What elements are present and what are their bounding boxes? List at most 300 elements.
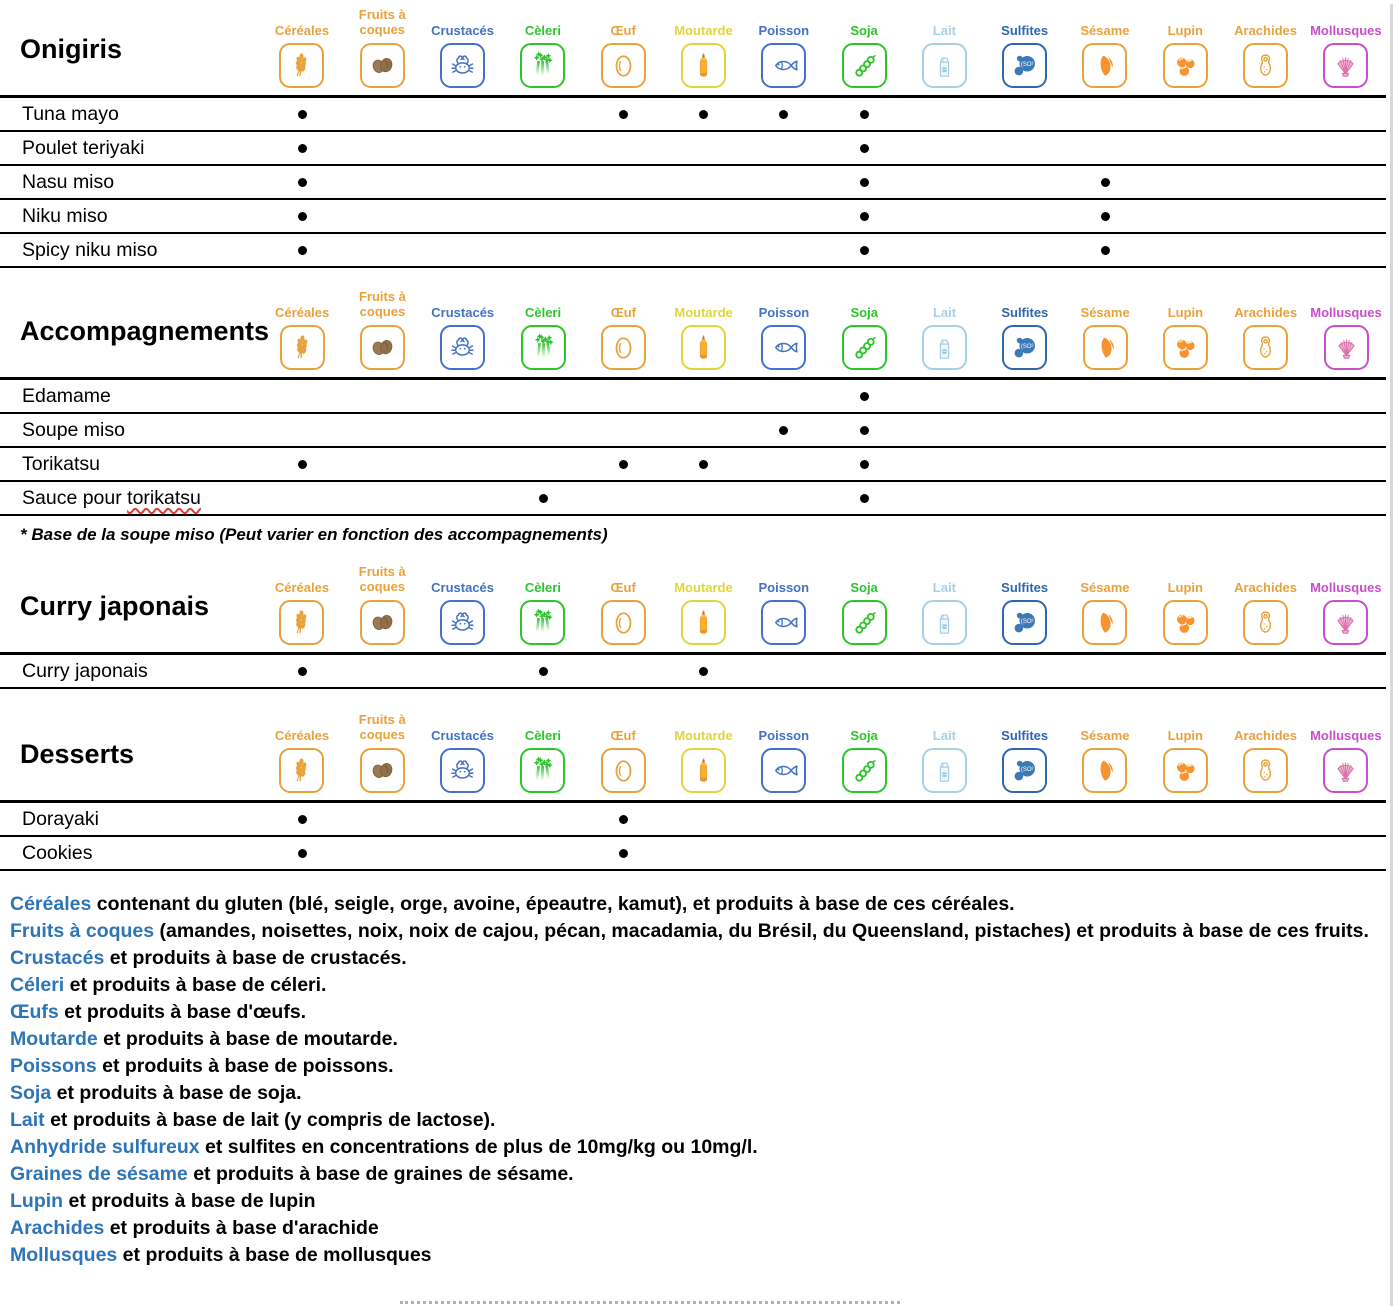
- legend-text: et produits à base d'arachide: [104, 1217, 379, 1239]
- allergen-column-header: [744, 4, 824, 95]
- allergen-cell: [503, 494, 583, 503]
- allergen-cell: [262, 460, 342, 469]
- legend-text: et produits à base de lait (y compris de lactose).: [44, 1109, 496, 1131]
- mustard-icon: [687, 754, 720, 787]
- allergen-dot: [699, 460, 708, 469]
- allergen-column-header: [1226, 286, 1306, 377]
- lupin-icon: [1169, 754, 1202, 787]
- fish-icon: [767, 606, 800, 639]
- allergen-cell: [503, 667, 583, 676]
- section-title: Onigiris: [20, 34, 123, 64]
- allergen-icon-box: [360, 748, 405, 793]
- allergen-cell: [262, 110, 342, 119]
- allergen-label: Poisson: [758, 305, 810, 321]
- allergen-icon-box: [360, 325, 405, 370]
- nuts-icon: [366, 331, 399, 364]
- allergen-dot: [779, 110, 788, 119]
- legend-text: et produits à base de crustacés.: [104, 947, 407, 969]
- allergen-column-header: [1306, 561, 1386, 652]
- allergen-dot: [298, 110, 307, 119]
- allergen-label: Soja: [850, 580, 878, 596]
- legend-line: [10, 1080, 1386, 1107]
- milk-icon: [928, 49, 961, 82]
- allergen-column-header: [985, 286, 1065, 377]
- peanut-icon: [1249, 49, 1282, 82]
- allergen-column-header: [262, 561, 342, 652]
- milk-icon: [928, 606, 961, 639]
- allergen-dot: [539, 494, 548, 503]
- legend-term: Crustacés: [10, 947, 105, 969]
- allergen-label: Poisson: [758, 728, 810, 744]
- allergen-dot: [298, 460, 307, 469]
- section-title: Curry japonais: [20, 591, 210, 621]
- shell-icon: [1329, 606, 1362, 639]
- allergen-icon-box: [761, 325, 806, 370]
- table-row: [0, 380, 1386, 414]
- allergen-column-header: [422, 709, 502, 800]
- sesame-icon: [1089, 331, 1122, 364]
- section-header: [0, 709, 1386, 800]
- allergen-label: Lait: [932, 580, 956, 596]
- milk-icon: [928, 331, 961, 364]
- allergen-dot: [298, 144, 307, 153]
- section-header: [0, 4, 1386, 95]
- legend-term: Mollusques: [10, 1244, 118, 1266]
- legend-line: [10, 1026, 1386, 1053]
- fish-icon: [767, 49, 800, 82]
- allergen-cell: [663, 110, 743, 119]
- allergen-label: Crustacés: [431, 580, 495, 596]
- allergen-icon-box: [520, 43, 565, 88]
- legend-term: Soja: [10, 1082, 52, 1104]
- allergen-column-header: [423, 286, 503, 377]
- allergen-dot: [619, 849, 628, 858]
- allergen-label: Lupin: [1167, 305, 1204, 321]
- legend-text: et produits à base de moutarde.: [97, 1028, 398, 1050]
- dish-name: Spicy niku miso: [22, 238, 158, 261]
- allergen-column-header: [824, 561, 904, 652]
- allergen-dot: [1101, 212, 1110, 221]
- legend-term: Céleri: [10, 974, 65, 996]
- allergen-cell: [824, 494, 904, 503]
- allergen-dot: [860, 178, 869, 187]
- allergen-label: Moutarde: [674, 580, 733, 596]
- allergen-legend: [0, 891, 1386, 1269]
- legend-line: [10, 972, 1386, 999]
- allergen-label: Mollusques: [1310, 305, 1382, 321]
- table-row: [0, 482, 1386, 516]
- allergen-label: Moutarde: [674, 728, 733, 744]
- allergen-icon-box: [360, 600, 405, 645]
- sulfites-icon: [1008, 606, 1041, 639]
- allergen-column-header: [824, 4, 904, 95]
- legend-term: Fruits à coques: [10, 920, 155, 942]
- menu-section-3: [0, 709, 1386, 871]
- allergen-icon-box: [922, 43, 967, 88]
- legend-text: contenant du gluten (blé, seigle, orge, avoine, épeautre, kamut), et produits à base de ces céréales.: [91, 893, 1015, 915]
- allergen-icon-box: [1163, 325, 1208, 370]
- allergen-icon-box: [601, 600, 646, 645]
- wheat-icon: [286, 331, 319, 364]
- allergen-cell: [262, 178, 342, 187]
- peanut-icon: [1249, 331, 1282, 364]
- allergen-icon-box: [279, 748, 324, 793]
- allergen-icon-box: [440, 43, 485, 88]
- soy-icon: [848, 331, 881, 364]
- allergen-label: Céréales: [274, 580, 330, 596]
- sesame-icon: [1088, 606, 1121, 639]
- allergen-label: Mollusques: [1310, 580, 1382, 596]
- allergen-dot: [298, 815, 307, 824]
- allergen-column-header: [744, 561, 824, 652]
- legend-text: et produits à base de lupin: [63, 1190, 316, 1212]
- legend-text: et sulfites en concentrations de plus de 10mg/kg ou 10mg/l.: [199, 1136, 758, 1158]
- allergen-column-header: [824, 709, 904, 800]
- allergen-dot: [1101, 246, 1110, 255]
- allergen-column-header: [503, 286, 583, 377]
- legend-term: Céréales: [10, 893, 92, 915]
- allergen-icon-box: [1324, 325, 1369, 370]
- shell-icon: [1329, 49, 1362, 82]
- peanut-icon: [1249, 754, 1282, 787]
- allergen-icon-box: [1082, 600, 1127, 645]
- peanut-icon: [1249, 606, 1282, 639]
- allergen-label: Soja: [850, 305, 878, 321]
- misspelled-word: torikatsu: [127, 486, 201, 509]
- allergen-dot: [860, 426, 869, 435]
- allergen-cell: [744, 426, 824, 435]
- allergen-label: Lupin: [1167, 580, 1203, 596]
- allergen-column-header: [663, 286, 743, 377]
- allergen-column-header: [583, 286, 663, 377]
- allergen-label: Sésame: [1080, 305, 1130, 321]
- mustard-icon: [687, 49, 720, 82]
- allergen-icon-box: [761, 748, 806, 793]
- soup-base-footnote: * Base de la soupe miso (Peut varier en fonction des accompagnements): [20, 525, 608, 544]
- allergen-column-header: [1225, 4, 1305, 95]
- allergen-column-header: [663, 561, 743, 652]
- allergen-icon-box: [681, 748, 726, 793]
- allergen-icon-box: [922, 748, 967, 793]
- allergen-dot: [619, 460, 628, 469]
- dish-name: Curry japonais: [22, 659, 148, 682]
- allergen-icon-box: [1002, 748, 1047, 793]
- allergen-column-header: [904, 709, 984, 800]
- allergen-column-header: [342, 561, 422, 652]
- allergen-column-header: [744, 709, 824, 800]
- allergen-column-header: [1065, 709, 1145, 800]
- page-edge: [1390, 4, 1393, 1306]
- allergen-dot: [860, 110, 869, 119]
- section-rows: [0, 652, 1386, 689]
- menu-section-2: [0, 561, 1386, 689]
- allergen-column-header: [824, 286, 904, 377]
- allergen-cell: [663, 667, 743, 676]
- legend-line: [10, 1134, 1386, 1161]
- allergen-icon-box: [440, 325, 485, 370]
- allergen-column-header: [583, 4, 663, 95]
- allergen-cell: [262, 815, 342, 824]
- allergen-dot: [298, 178, 307, 187]
- allergen-cell: [824, 246, 904, 255]
- lupin-icon: [1169, 606, 1202, 639]
- allergen-label: Lait: [932, 23, 956, 39]
- allergen-cell: [1065, 246, 1145, 255]
- section-rows: [0, 377, 1386, 516]
- allergen-label: Arachides: [1234, 23, 1297, 39]
- legend-term: Œufs: [10, 1001, 59, 1023]
- soy-icon: [848, 606, 881, 639]
- dish-name: Sauce pour torikatsu: [22, 486, 201, 509]
- sulfites-icon: [1008, 331, 1041, 364]
- allergen-icon-box: [1243, 325, 1288, 370]
- allergen-column-header: [1145, 709, 1225, 800]
- celery-icon: [526, 754, 559, 787]
- allergen-label: Mollusques: [1310, 728, 1382, 744]
- allergen-dot: [699, 110, 708, 119]
- bottom-dashed-line: [400, 1301, 900, 1304]
- legend-text: et produits à base de soja.: [51, 1082, 302, 1104]
- legend-term: Anhydride sulfureux: [10, 1136, 200, 1158]
- allergen-label: Sulfites: [1001, 728, 1049, 744]
- egg-icon: [607, 754, 640, 787]
- allergen-icon-box: [1082, 748, 1127, 793]
- allergen-icon-box: [842, 748, 887, 793]
- allergen-dot: [298, 212, 307, 221]
- crab-icon: [446, 331, 479, 364]
- table-row: [0, 200, 1386, 234]
- dish-name: Poulet teriyaki: [22, 136, 145, 159]
- allergen-column-header: [342, 286, 422, 377]
- allergen-label: Cèleri: [524, 23, 561, 39]
- allergen-column-header: [663, 709, 743, 800]
- allergen-label: Sésame: [1080, 23, 1130, 39]
- legend-line: [10, 1242, 1386, 1269]
- allergen-dot: [619, 110, 628, 119]
- allergen-icon-box: [1083, 325, 1128, 370]
- legend-term: Moutarde: [10, 1028, 98, 1050]
- allergen-icon-box: [520, 748, 565, 793]
- fish-icon: [767, 754, 800, 787]
- allergen-label: Mollusques: [1310, 23, 1382, 39]
- allergen-dot: [298, 667, 307, 676]
- legend-text: et produits à base de graines de sésame.: [187, 1163, 574, 1185]
- section-rows: [0, 800, 1386, 871]
- legend-line: [10, 1053, 1386, 1080]
- allergen-label: Cèleri: [524, 728, 561, 744]
- table-row: [0, 132, 1386, 166]
- milk-icon: [928, 754, 961, 787]
- allergen-dot: [860, 246, 869, 255]
- legend-text: et produits à base de céleri.: [64, 974, 327, 996]
- allergen-label: Œuf: [610, 580, 636, 596]
- allergen-column-header: [503, 4, 583, 95]
- lupin-icon: [1169, 331, 1202, 364]
- allergen-cell: [262, 212, 342, 221]
- legend-term: Poissons: [10, 1055, 97, 1077]
- allergen-label: Sulfites: [1001, 23, 1049, 39]
- legend-line: [10, 1215, 1386, 1242]
- wheat-icon: [285, 754, 318, 787]
- table-row: [0, 166, 1386, 200]
- allergen-cell: [824, 460, 904, 469]
- allergen-icon-box: [1163, 43, 1208, 88]
- soy-icon: [848, 754, 881, 787]
- menu-section-1: [0, 286, 1386, 545]
- allergen-label: Céréales: [274, 23, 330, 39]
- allergen-column-header: [744, 286, 824, 377]
- allergen-label: Fruits à coques: [358, 712, 406, 742]
- allergen-icon-box: [761, 43, 806, 88]
- allergen-label: Crustacés: [431, 305, 495, 321]
- allergen-column-header: [583, 709, 663, 800]
- allergen-icon-box: [1323, 43, 1368, 88]
- legend-term: Lupin: [10, 1190, 64, 1212]
- allergen-cell: [824, 212, 904, 221]
- allergen-cell: [583, 815, 663, 824]
- allergen-label: Œuf: [610, 305, 636, 321]
- allergen-label: Soja: [850, 23, 878, 39]
- allergen-icon-box: [922, 600, 967, 645]
- legend-text: (amandes, noisettes, noix, noix de cajou, pécan, macadamia, du Brésil, du Queensland, pistaches) et produits à base de ces fruits.: [154, 920, 1369, 942]
- allergen-dot: [619, 815, 628, 824]
- allergen-label: Fruits à coques: [358, 7, 406, 37]
- dish-name: Edamame: [22, 384, 111, 407]
- allergen-icon-box: [279, 43, 324, 88]
- lupin-icon: [1169, 49, 1202, 82]
- svg-text:(SO²: (SO²: [1021, 619, 1034, 626]
- crab-icon: [446, 754, 479, 787]
- allergen-column-header: [262, 286, 342, 377]
- allergen-table-document: [0, 4, 1386, 1269]
- allergen-icon-box: [1002, 325, 1047, 370]
- allergen-dot: [860, 494, 869, 503]
- allergen-cell: [262, 667, 342, 676]
- dish-name: Nasu miso: [22, 170, 115, 193]
- allergen-column-header: [262, 709, 342, 800]
- egg-icon: [607, 331, 640, 364]
- allergen-column-header: [904, 561, 984, 652]
- allergen-label: Sésame: [1080, 728, 1130, 744]
- allergen-column-header: [1145, 4, 1225, 95]
- allergen-icon-box: [1002, 43, 1047, 88]
- allergen-icon-box: [1163, 748, 1208, 793]
- allergen-dot: [1101, 178, 1110, 187]
- allergen-dot: [860, 392, 869, 401]
- allergen-column-header: [985, 709, 1065, 800]
- allergen-column-header: [1225, 709, 1305, 800]
- allergen-cell: [583, 460, 663, 469]
- allergen-icon-box: [520, 600, 565, 645]
- allergen-label: Arachides: [1234, 728, 1297, 744]
- allergen-cell: [1065, 178, 1145, 187]
- allergen-cell: [663, 460, 743, 469]
- legend-term: Lait: [10, 1109, 45, 1131]
- svg-text:(SO²: (SO²: [1021, 344, 1034, 351]
- legend-line: [10, 945, 1386, 972]
- allergen-column-header: [904, 286, 984, 377]
- allergen-icon-box: [681, 325, 726, 370]
- allergen-cell: [262, 849, 342, 858]
- legend-line: [10, 1107, 1386, 1134]
- allergen-cell: [824, 144, 904, 153]
- section-rows: [0, 95, 1386, 268]
- legend-line: [10, 1188, 1386, 1215]
- celery-icon: [526, 606, 559, 639]
- svg-text:(SO²: (SO²: [1021, 62, 1034, 69]
- celery-icon: [526, 49, 559, 82]
- fish-icon: [767, 331, 800, 364]
- dish-name: Tuna mayo: [22, 102, 119, 125]
- legend-line: [10, 891, 1386, 918]
- allergen-label: Arachides: [1234, 305, 1298, 321]
- section-header: [0, 286, 1386, 377]
- soy-icon: [848, 49, 881, 82]
- dish-name: Niku miso: [22, 204, 108, 227]
- allergen-icon-box: [280, 325, 325, 370]
- allergen-column-header: [1306, 709, 1386, 800]
- allergen-cell: [262, 246, 342, 255]
- allergen-dot: [860, 144, 869, 153]
- table-row: [0, 448, 1386, 482]
- allergen-icon-box: [681, 43, 726, 88]
- allergen-icon-box: [601, 325, 646, 370]
- allergen-column-header: [1065, 561, 1145, 652]
- allergen-dot: [779, 426, 788, 435]
- allergen-icon-box: [1082, 43, 1127, 88]
- allergen-column-header: [1065, 286, 1145, 377]
- allergen-cell: [824, 178, 904, 187]
- allergen-column-header: [904, 4, 984, 95]
- allergen-icon-box: [601, 748, 646, 793]
- allergen-column-header: [985, 561, 1065, 652]
- egg-icon: [607, 49, 640, 82]
- allergen-icon-box: [842, 43, 887, 88]
- allergen-label: Moutarde: [674, 305, 733, 321]
- menu-section-0: [0, 4, 1386, 268]
- allergen-column-header: [1145, 561, 1225, 652]
- allergen-label: Sulfites: [1001, 305, 1049, 321]
- celery-icon: [527, 331, 560, 364]
- sulfites-icon: [1008, 754, 1041, 787]
- svg-text:(SO²: (SO²: [1021, 767, 1034, 774]
- allergen-icon-box: [1243, 748, 1288, 793]
- dish-name: Cookies: [22, 841, 93, 864]
- allergen-column-header: [583, 561, 663, 652]
- allergen-dot: [298, 849, 307, 858]
- allergen-column-header: [1145, 286, 1225, 377]
- legend-line: [10, 1161, 1386, 1188]
- allergen-cell: [262, 144, 342, 153]
- allergen-column-header: [422, 4, 502, 95]
- allergen-label: Arachides: [1234, 580, 1297, 596]
- allergen-label: Crustacés: [431, 728, 495, 744]
- table-row: [0, 655, 1386, 689]
- mustard-icon: [687, 331, 720, 364]
- nuts-icon: [366, 754, 399, 787]
- allergen-icon-box: [440, 748, 485, 793]
- allergen-icon-box: [1323, 600, 1368, 645]
- allergen-dot: [298, 246, 307, 255]
- sesame-icon: [1088, 49, 1121, 82]
- allergen-icon-box: [279, 600, 324, 645]
- allergen-icon-box: [761, 600, 806, 645]
- allergen-column-header: [1065, 4, 1145, 95]
- allergen-label: Cèleri: [524, 305, 562, 321]
- allergen-label: Moutarde: [674, 23, 733, 39]
- sulfites-icon: [1008, 49, 1041, 82]
- allergen-label: Œuf: [610, 23, 636, 39]
